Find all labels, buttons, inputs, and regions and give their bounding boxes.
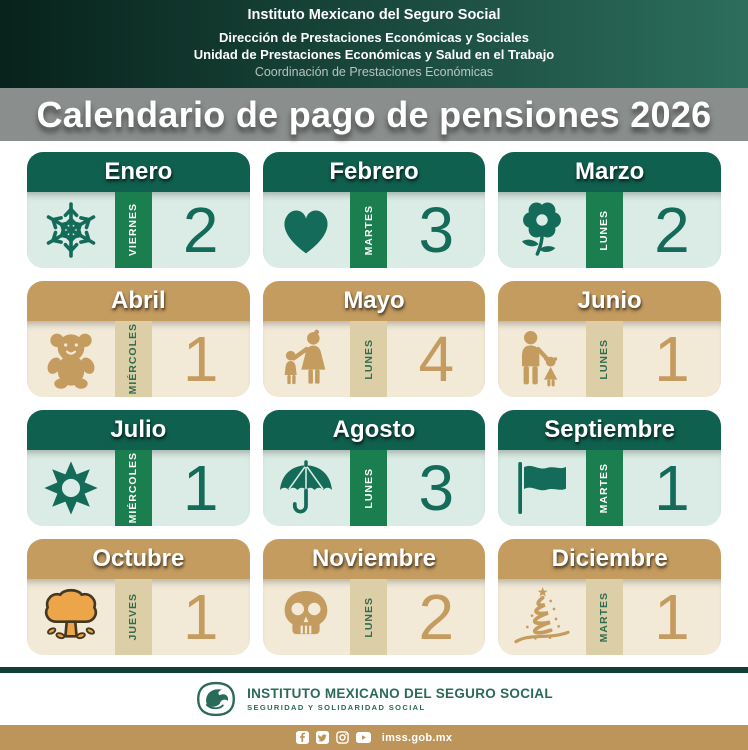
month-card-octubre — [27, 539, 250, 655]
month-card-marzo — [498, 152, 721, 268]
umbrella-icon — [274, 456, 338, 520]
month-header — [263, 410, 486, 450]
weekday-label: MARTES — [598, 462, 611, 514]
weekday-label: VIERNES — [127, 203, 140, 257]
month-header — [498, 152, 721, 192]
month-name: Agosto — [332, 416, 416, 443]
weekday-band — [350, 192, 387, 268]
institution-name: Instituto Mexicano del Seguro Social — [247, 7, 501, 24]
months-grid — [27, 152, 721, 655]
month-name: Julio — [110, 416, 167, 443]
month-header — [263, 281, 486, 321]
month-name: Abril — [110, 287, 166, 314]
direction-line: Dirección de Prestaciones Económicas y Sociales — [219, 30, 529, 46]
payment-date: 1 — [182, 323, 219, 395]
payment-date: 1 — [182, 452, 219, 524]
weekday-label: LUNES — [362, 596, 375, 638]
month-card-agosto — [263, 410, 486, 526]
weekday-band — [115, 450, 152, 526]
weekday-band — [586, 192, 623, 268]
month-name: Marzo — [574, 158, 645, 185]
father-child-icon — [510, 327, 574, 391]
month-card-noviembre — [263, 539, 486, 655]
teddy-bear-icon — [39, 327, 103, 391]
website-link[interactable]: imss.gob.mx — [381, 731, 453, 744]
month-name: Mayo — [343, 287, 405, 314]
weekday-band — [350, 321, 387, 397]
month-card-septiembre — [498, 410, 721, 526]
payment-date: 3 — [418, 452, 455, 524]
youtube-icon[interactable] — [356, 732, 371, 743]
payment-date: 2 — [182, 194, 219, 266]
month-card-julio — [27, 410, 250, 526]
month-header — [498, 539, 721, 579]
payment-date: 2 — [654, 194, 690, 266]
imss-footer — [0, 673, 748, 725]
month-name: Octubre — [92, 545, 185, 572]
christmas-tree-icon — [510, 585, 574, 649]
month-header — [27, 152, 250, 192]
weekday-label: JUEVES — [127, 593, 140, 641]
month-name: Diciembre — [551, 545, 668, 572]
month-header — [27, 410, 250, 450]
flower-icon — [510, 198, 574, 262]
weekday-label: MARTES — [362, 204, 375, 256]
weekday-band — [115, 321, 152, 397]
weekday-band — [350, 579, 387, 655]
month-header — [263, 539, 486, 579]
footer-slogan: SEGURIDAD Y SOLIDARIDAD SOCIAL — [247, 703, 426, 712]
payment-date: 1 — [654, 452, 690, 524]
mother-child-icon — [274, 327, 338, 391]
instagram-icon[interactable] — [336, 731, 349, 744]
month-header — [27, 539, 250, 579]
payment-date: 1 — [654, 323, 690, 395]
weekday-band — [115, 192, 152, 268]
month-header — [498, 410, 721, 450]
weekday-label: LUNES — [598, 338, 611, 380]
weekday-label: LUNES — [362, 338, 375, 380]
weekday-label: MARTES — [598, 591, 611, 643]
month-header — [498, 281, 721, 321]
month-name: Septiembre — [544, 416, 676, 443]
weekday-band — [586, 450, 623, 526]
payment-date: 2 — [418, 581, 455, 653]
imss-logo — [195, 680, 237, 718]
weekday-band — [350, 450, 387, 526]
month-card-diciembre — [498, 539, 721, 655]
facebook-icon[interactable] — [296, 731, 309, 744]
weekday-band — [586, 321, 623, 397]
month-name: Noviembre — [311, 545, 437, 572]
coordination-line: Coordinación de Prestaciones Económicas — [254, 64, 494, 79]
payment-date: 4 — [418, 323, 455, 395]
month-name: Febrero — [329, 158, 419, 185]
social-bar — [0, 725, 748, 750]
autumn-tree-icon — [39, 585, 103, 649]
payment-date: 3 — [418, 194, 455, 266]
month-name: Junio — [577, 287, 642, 314]
unit-line: Unidad de Prestaciones Económicas y Salud en el Trabajo — [193, 47, 555, 63]
skull-icon — [274, 585, 338, 649]
weekday-band — [115, 579, 152, 655]
month-card-junio — [498, 281, 721, 397]
sun-icon — [39, 456, 103, 520]
month-card-mayo — [263, 281, 486, 397]
weekday-label: LUNES — [362, 467, 375, 509]
flag-icon — [510, 456, 574, 520]
weekday-label: LUNES — [598, 209, 611, 251]
weekday-band — [586, 579, 623, 655]
snowflake-icon — [39, 198, 103, 262]
month-card-abril — [27, 281, 250, 397]
month-card-enero — [27, 152, 250, 268]
payment-date: 1 — [654, 581, 690, 653]
payment-date: 1 — [182, 581, 219, 653]
institution-header — [0, 0, 748, 88]
month-header — [27, 281, 250, 321]
twitter-icon[interactable] — [316, 731, 329, 744]
footer-institution-name: INSTITUTO MEXICANO DEL SEGURO SOCIAL — [247, 686, 553, 701]
title-band — [0, 88, 748, 141]
weekday-label: MIÉRCOLES — [127, 452, 140, 524]
page-title: Calendario de pago de pensiones 2026 — [36, 93, 712, 135]
month-name: Enero — [104, 158, 173, 185]
month-card-febrero — [263, 152, 486, 268]
month-header — [263, 152, 486, 192]
heart-icon — [274, 198, 338, 262]
weekday-label: MIÉRCOLES — [127, 323, 140, 395]
